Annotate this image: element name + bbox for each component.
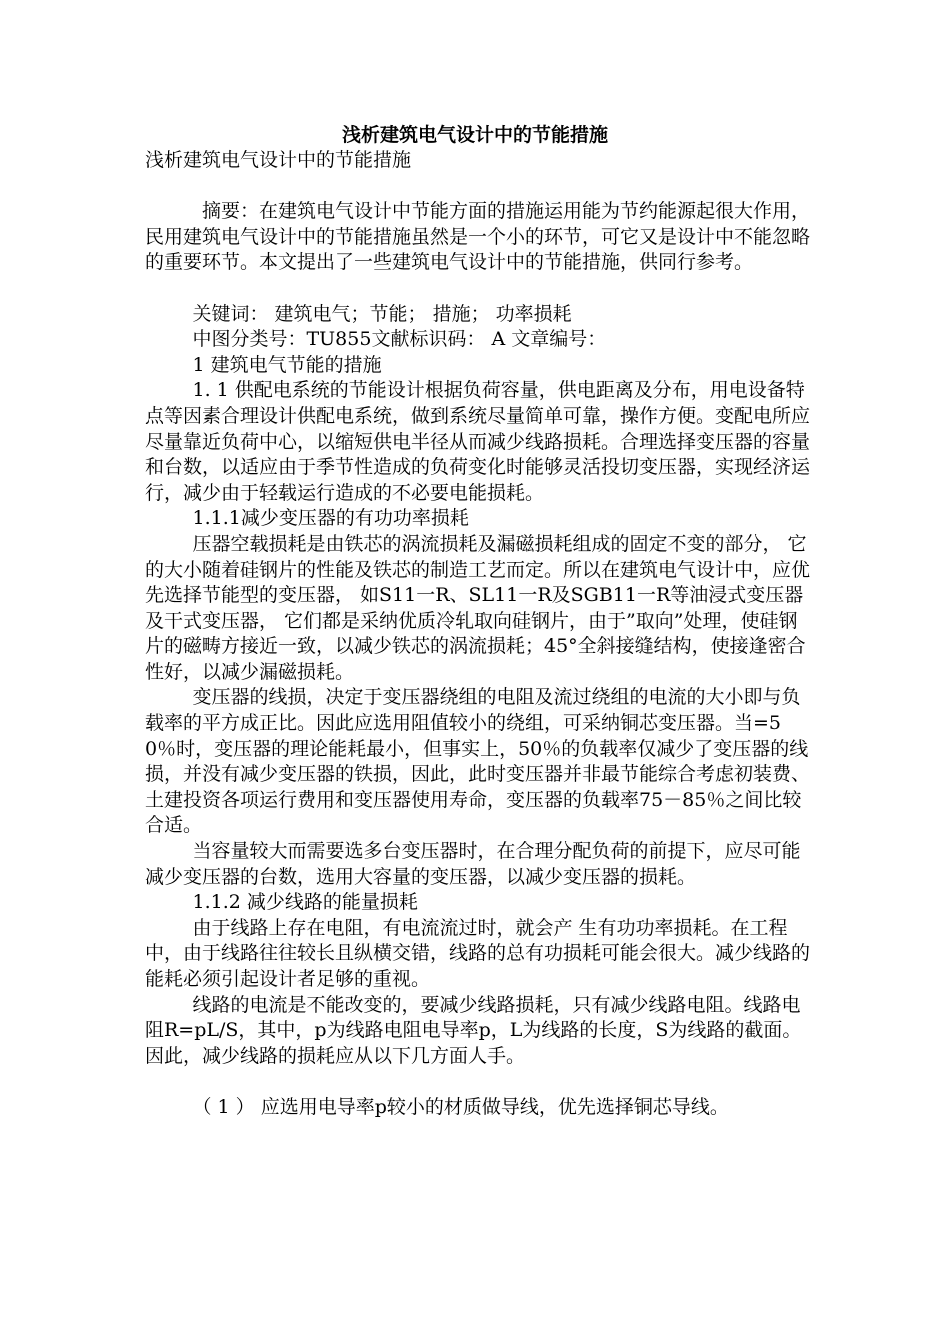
subsection-heading-1-1-2: 1.1.2 减少线路的能量损耗: [192, 891, 418, 914]
paragraph-resistance: 线路的电流是不能改变的，要减少线路损耗，只有减少线路电阻。线路电阻R=pL/S，其中，p为线路电阻电导率p，L为线路的长度，S为线路的截面。因此，减少线路的损耗应从以下几方面人手。: [145, 993, 802, 1067]
paragraph-winding-loss: 变压器的线损，决定于变压器绕组的电阻及流过绕组的电流的大小即与负载率的平方成正比。因此应选用阻值较小的绕组，可采纳铜芯变压器。当=50％时，变压器的理论能耗最小，但事实上，50％的负载率仅减少了变压器的线损，并没有减少变压器的铁损，因此，此时变压器并非最节能综合考虑初装费、土建投资各项运行费用和变压器使用寿命，变压器的负载率75－85％之间比较合适。: [145, 686, 811, 837]
subsection-heading-1-1-1: 1.1.1减少变压器的有功功率损耗: [192, 507, 469, 530]
section-heading-1: 1 建筑电气节能的措施: [192, 353, 382, 376]
paragraph-capacity: 当容量较大而需要选多台变压器时，在合理分配负荷的前提下，应尽可能减少变压器的台数，选用大容量的变压器，以减少变压器的损耗。: [145, 840, 801, 888]
abstract-paragraph: 摘要：在建筑电气设计中节能方面的措施运用能为节约能源起很大作用，民用建筑电气设计中的节能措施虽然是一个小的环节，可它又是设计中不能忽略的重要环节。本文提出了一些建筑电气设计中的节能措施，供同行参考。: [145, 200, 811, 274]
document-subtitle: 浅析建筑电气设计中的节能措施: [145, 149, 412, 171]
paragraph-line-loss: 由于线路上存在电阻，有电流流过时，就会产 生有功功率损耗。在工程中，由于线路往往较长且纵横交错，线路的总有功损耗可能会很大。减少线路的能耗必须引起设计者足够的重视。: [145, 916, 811, 990]
list-item-1: （ 1 ） 应选用电导率p较小的材质做导线，优先选择铜芯导线。: [192, 1095, 729, 1118]
paragraph-core-loss: 压器空载损耗是由铁芯的涡流损耗及漏磁损耗组成的固定不变的部分， 它的大小随着硅钢片的性能及铁芯的制造工艺而定。所以在建筑电气设计中，应优先选择节能型的变压器， 如S11一R、SL11一R及SGB11一R等油浸式变压器及干式变压器， 它们都是采纳优质冷轧取向硅钢片，由于”取向”处理，使硅钢片的磁畴方接近一致，以减少铁芯的涡流损耗；45°全斜接缝结构，使接逢密合性好，以减少漏磁损耗。: [145, 532, 811, 683]
spacer: [145, 276, 810, 302]
spacer: [145, 174, 810, 200]
keywords-line: 关键词： 建筑电气；节能； 措施； 功率损耗: [192, 302, 572, 325]
spacer: [145, 1069, 810, 1095]
document-body: [145, 148, 810, 1121]
paragraph-1-1: 1. 1 供配电系统的节能设计根据负荷容量，供电距离及分布，用电设备特点等因素合理设计供配电系统，做到系统尽量简单可靠，操作方便。变配电所应尽量靠近负荷中心，以缩短供电半径从而减少线路损耗。合理选择变压器的容量和台数，以适应由于季节性造成的负荷变化时能够灵活投切变压器，实现经济运行，减少由于轻载运行造成的不必要电能损耗。: [145, 379, 811, 504]
document-title: 浅析建筑电气设计中的节能措施: [341, 124, 608, 146]
classification-line: 中图分类号：TU855文献标识码： A 文章编号：: [192, 328, 607, 351]
